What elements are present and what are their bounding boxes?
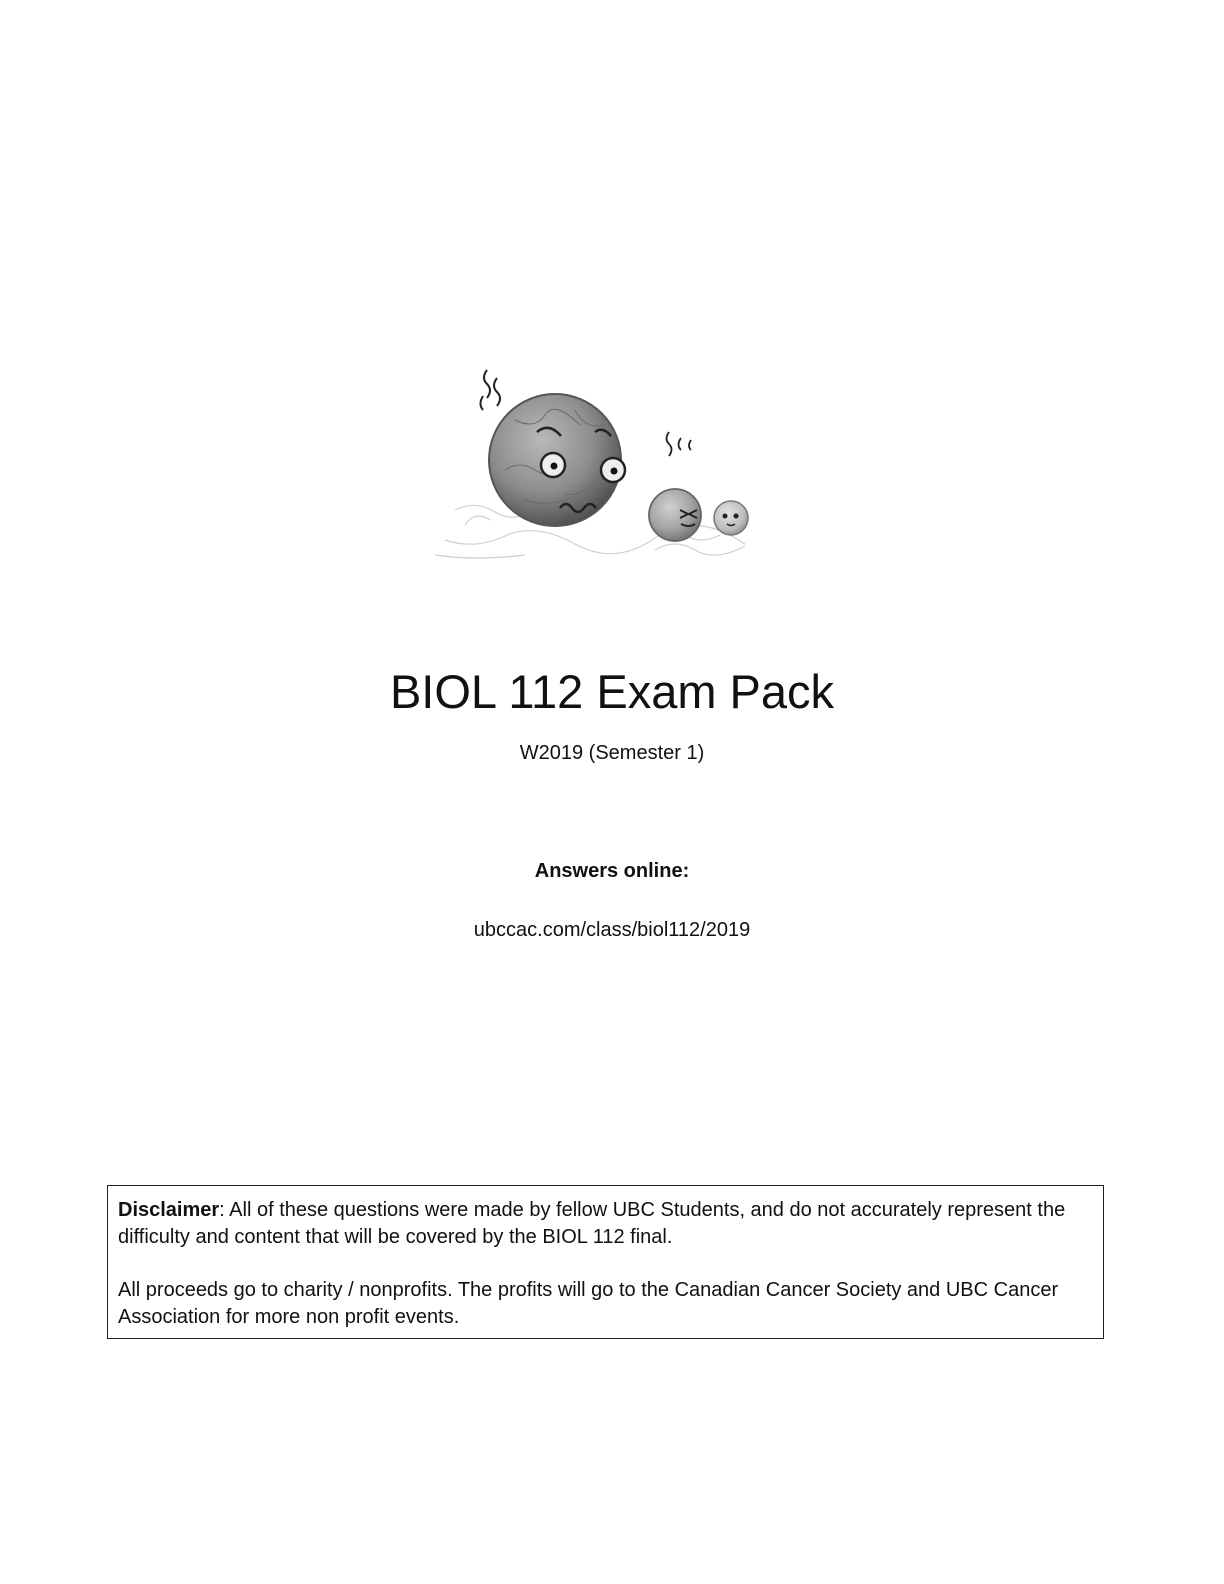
answers-url[interactable]: ubccac.com/class/biol112/2019: [473, 919, 751, 941]
answers-label: Answers online:: [534, 860, 690, 882]
disclaimer-lead: Disclaimer: [118, 1199, 220, 1221]
worried-cells-illustration: [425, 350, 785, 590]
disclaimer-text: : All of these questions were made by fellow UBC Students, and do not accurately represent the difficulty and content that will be covered by the BIOL 112 final.: [118, 1199, 1066, 1248]
disclaimer-paragraph: [118, 1197, 1093, 1251]
proceeds-paragraph: All proceeds go to charity / nonprofits. The profits will go to the Canadian Cancer Society and UBC Cancer Association for more non profit events.: [118, 1279, 1059, 1328]
disclaimer-box: [107, 1185, 1104, 1339]
page-title: BIOL 112 Exam Pack: [389, 665, 835, 718]
semester-subtitle: W2019 (Semester 1): [519, 742, 705, 764]
